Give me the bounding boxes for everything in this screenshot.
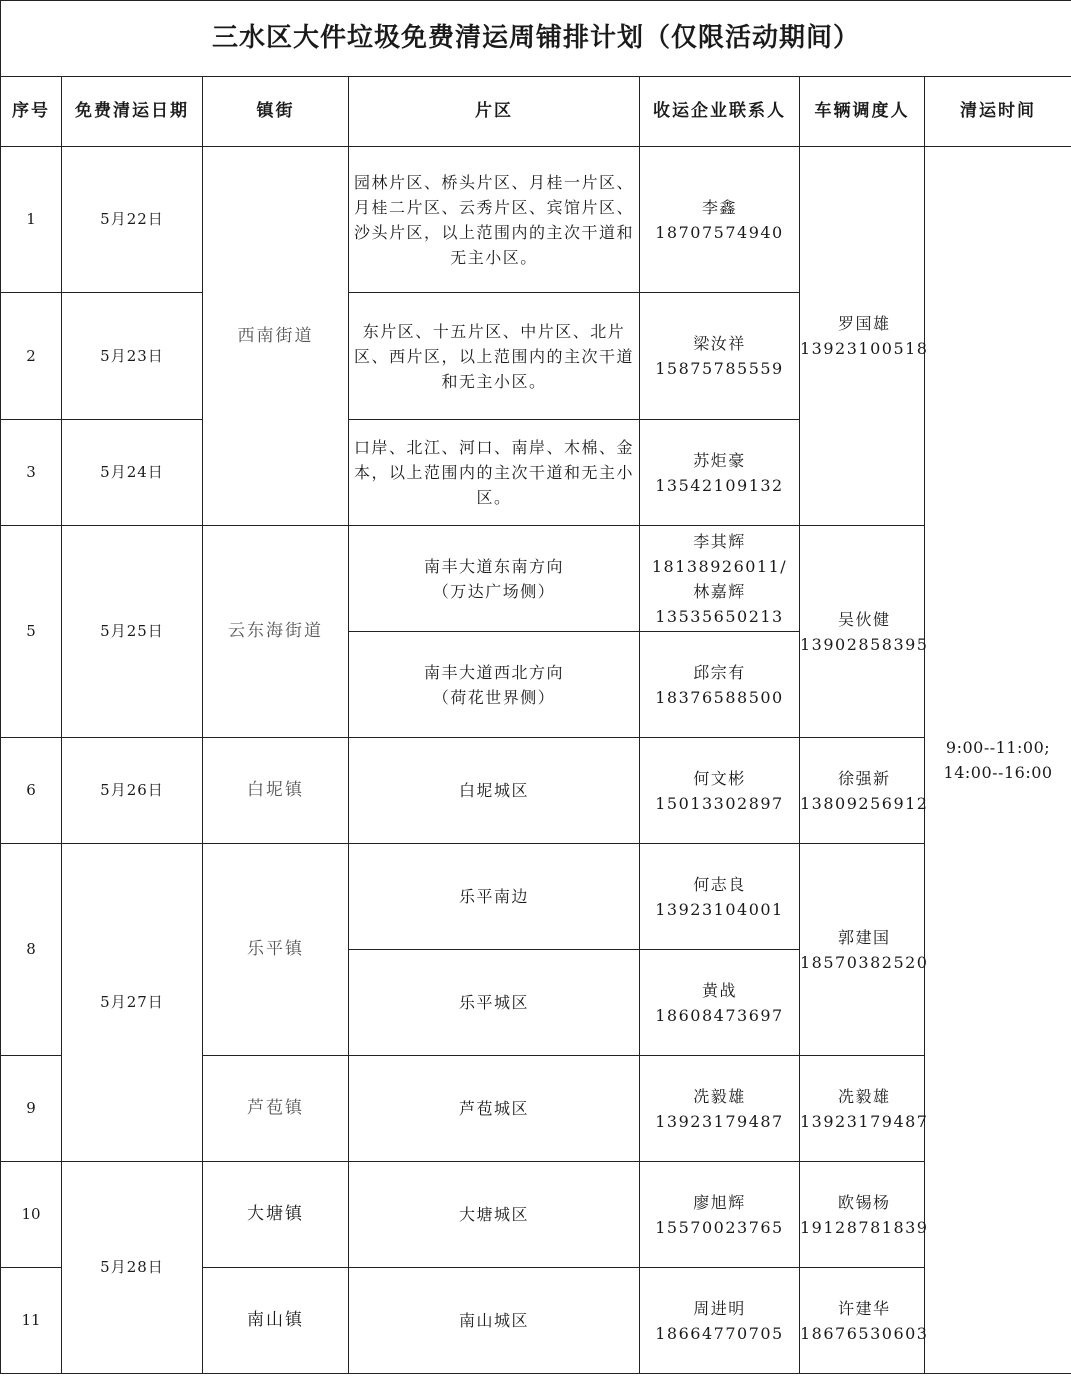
area-cell — [349, 147, 640, 293]
contact-name: 周进明 — [693, 1298, 746, 1318]
area-line: 南丰大道东南方向 — [423, 556, 564, 576]
row-index: 6 — [1, 738, 62, 844]
contact-cell — [640, 420, 800, 526]
dispatcher-cell — [800, 147, 929, 526]
row-date: 5月26日 — [62, 738, 203, 844]
contact-cell — [640, 147, 800, 293]
row-index: 3 — [1, 420, 62, 526]
row-index: 2 — [1, 293, 62, 420]
town-cell: 云东海街道 — [203, 526, 349, 738]
dispatcher-name: 吴伙健 — [837, 609, 891, 629]
row-date: 5月25日 — [62, 526, 203, 738]
contact-phone: 18138926011/ — [651, 556, 788, 576]
dispatcher-name: 冼毅雄 — [837, 1086, 891, 1106]
contact-name: 李其辉 — [693, 531, 746, 551]
town-cell: 西南街道 — [203, 147, 349, 526]
table-row — [1, 1162, 1071, 1268]
clean-time-cell — [925, 147, 1071, 1374]
dispatcher-cell — [800, 526, 929, 738]
town-cell: 南山镇 — [203, 1268, 349, 1374]
area-cell: 南山城区 — [349, 1268, 640, 1374]
contact-phone: 18707574940 — [655, 222, 784, 242]
dispatcher-name: 罗国雄 — [837, 314, 891, 333]
dispatcher-cell — [800, 844, 929, 1056]
row-date: 5月28日 — [62, 1162, 203, 1374]
row-index: 8 — [1, 844, 62, 1056]
row-index: 9 — [1, 1056, 62, 1162]
area-cell — [349, 420, 640, 526]
dispatcher-cell — [800, 1162, 929, 1268]
clean-time-pm: 14:00--16:00 — [943, 763, 1053, 782]
contact-name: 冼毅雄 — [693, 1086, 746, 1106]
area-cell: 大塘城区 — [349, 1162, 640, 1268]
dispatcher-phone: 13902858395 — [800, 634, 929, 654]
dispatcher-name: 许建华 — [837, 1298, 891, 1318]
dispatcher-phone: 13809256912 — [800, 793, 929, 813]
contact-cell — [640, 1162, 800, 1268]
area-cell — [349, 632, 640, 738]
area-cell — [349, 293, 640, 420]
table-row — [1, 147, 1071, 293]
contact-phone: 15875785559 — [655, 359, 784, 378]
contact-name: 廖旭辉 — [693, 1192, 746, 1212]
contact-phone: 13923179487 — [655, 1111, 784, 1131]
header-dispatcher: 车辆调度人 — [800, 77, 925, 147]
contact-phone: 18608473697 — [655, 1005, 784, 1025]
table-row — [1, 738, 1071, 844]
contact-phone: 13535650213 — [655, 606, 784, 626]
dispatcher-name: 徐强新 — [837, 768, 891, 788]
contact-phone: 18376588500 — [655, 687, 784, 707]
area-line: （荷花世界侧） — [432, 687, 556, 707]
area-text: 口岸、北江、河口、南岸、木棉、金本，以上范围内的主次干道和无主小区。 — [353, 438, 634, 507]
contact-phone: 13542109132 — [655, 475, 784, 495]
dispatcher-phone: 18570382520 — [800, 952, 929, 972]
row-index: 5 — [1, 526, 62, 738]
contact-name: 黄战 — [701, 980, 737, 1000]
row-index: 10 — [1, 1162, 62, 1268]
contact-phone: 13923104001 — [655, 899, 784, 919]
page-title: 三水区大件垃圾免费清运周铺排计划（仅限活动期间） — [1, 1, 1071, 77]
contact-name: 梁汝祥 — [693, 334, 746, 353]
contact-cell — [640, 1056, 800, 1162]
contact-name: 何文彬 — [693, 768, 746, 788]
dispatcher-cell — [800, 738, 929, 844]
area-cell: 乐平南边 — [349, 844, 640, 950]
town-cell: 白坭镇 — [203, 738, 349, 844]
contact-cell — [640, 738, 800, 844]
town-cell: 乐平镇 — [203, 844, 349, 1056]
table-row — [1, 844, 1071, 950]
contact-name: 邱宗有 — [693, 662, 746, 682]
contact-name: 苏炬豪 — [693, 450, 746, 470]
dispatcher-cell — [800, 1268, 929, 1374]
area-text: 园林片区、桥头片区、月桂一片区、月桂二片区、云秀片区、宾馆片区、沙头片区，以上范围内的主次干道和无主小区。 — [353, 172, 634, 267]
contact-name: 李鑫 — [701, 197, 737, 217]
contact-cell — [640, 293, 800, 420]
area-cell: 白坭城区 — [349, 738, 640, 844]
area-cell: 芦苞城区 — [349, 1056, 640, 1162]
header-contact: 收运企业联系人 — [640, 77, 800, 147]
header-index: 序号 — [1, 77, 62, 147]
contact-cell — [640, 632, 800, 738]
contact-phone: 18664770705 — [655, 1323, 784, 1343]
dispatcher-phone: 19128781839 — [800, 1217, 929, 1237]
contact-name: 何志良 — [693, 874, 746, 894]
contact-cell — [640, 526, 800, 632]
area-cell — [349, 526, 640, 632]
contact-cell — [640, 844, 800, 950]
contact-name: 林嘉辉 — [693, 581, 746, 601]
town-cell: 芦苞镇 — [203, 1056, 349, 1162]
area-line: 南丰大道西北方向 — [423, 662, 564, 682]
row-date: 5月23日 — [62, 293, 203, 420]
dispatcher-phone: 13923100518 — [800, 339, 929, 358]
area-cell: 乐平城区 — [349, 950, 640, 1056]
town-cell: 大塘镇 — [203, 1162, 349, 1268]
table-row — [1, 526, 1071, 632]
row-index: 11 — [1, 1268, 62, 1374]
header-date: 免费清运日期 — [62, 77, 203, 147]
header-clean-time: 清运时间 — [925, 77, 1071, 147]
clean-time-am: 9:00--11:00; — [945, 738, 1051, 757]
contact-phone: 15013302897 — [655, 793, 784, 813]
dispatcher-cell — [800, 1056, 929, 1162]
contact-cell — [640, 1268, 800, 1374]
dispatcher-phone: 13923179487 — [800, 1111, 929, 1131]
row-date: 5月24日 — [62, 420, 203, 526]
header-town: 镇街 — [203, 77, 349, 147]
header-area: 片区 — [349, 77, 640, 147]
dispatcher-phone: 18676530603 — [800, 1323, 929, 1343]
contact-cell — [640, 950, 800, 1056]
row-index: 1 — [1, 147, 62, 293]
contact-phone: 15570023765 — [655, 1217, 784, 1237]
row-date: 5月27日 — [62, 844, 203, 1162]
row-date: 5月22日 — [62, 147, 203, 293]
dispatcher-name: 欧锡杨 — [837, 1192, 891, 1212]
area-line: （万达广场侧） — [432, 581, 556, 601]
dispatcher-name: 郭建国 — [837, 927, 891, 947]
area-text: 东片区、十五片区、中片区、北片区、西片区，以上范围内的主次干道和无主小区。 — [353, 321, 634, 391]
